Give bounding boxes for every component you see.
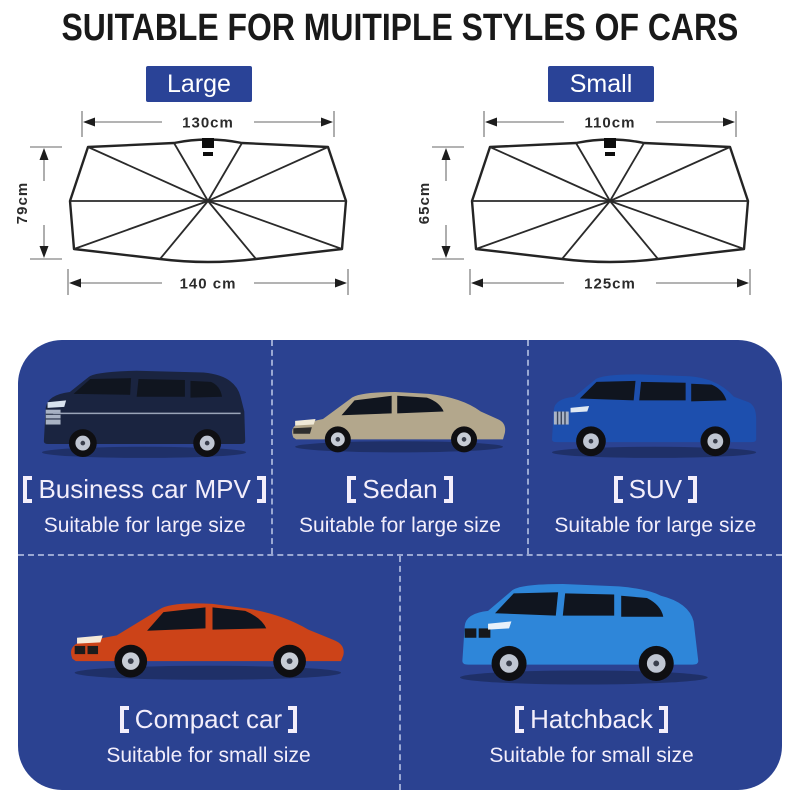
bracket-right-icon (688, 476, 697, 503)
small-size-diagram (414, 66, 788, 306)
strap-buckle (202, 138, 214, 148)
car-type-text: Business car MPV (38, 473, 251, 504)
car-type-label (120, 704, 297, 735)
size-suitability-label: Suitable for large size (554, 513, 757, 537)
sunshade-diagram-large (12, 106, 386, 306)
page-title: SUITABLE FOR MUITIPLE STYLES OF CARS (61, 7, 739, 49)
small-size-row (18, 554, 782, 790)
large-size-row (18, 340, 782, 554)
car-type-label (614, 474, 697, 505)
car-type-label (515, 704, 668, 735)
size-suitability-label: Suitable for small size (106, 744, 311, 767)
side-height-label: 65cm (416, 181, 433, 225)
large-size-diagram (12, 66, 386, 306)
compact-car-image (63, 556, 355, 696)
bracket-right-icon (288, 706, 297, 733)
bracket-right-icon (444, 476, 453, 503)
bottom-width-label: 125cm (584, 275, 636, 293)
suv-car-image (539, 354, 771, 465)
sunshade-ribs (472, 143, 748, 259)
car-cell-compact (18, 556, 399, 790)
bracket-left-icon (515, 706, 524, 733)
bracket-left-icon (347, 476, 356, 503)
car-type-label (347, 474, 452, 505)
bracket-right-icon (659, 706, 668, 733)
size-diagrams (0, 66, 800, 306)
bottom-width-label: 140 cm (179, 275, 237, 293)
bracket-left-icon (23, 476, 32, 503)
sunshade-diagram-small (414, 106, 788, 306)
title-row (0, 0, 800, 50)
top-width-label: 110cm (584, 114, 636, 132)
mpv-car-image (29, 354, 261, 465)
hatchback-car-image (446, 556, 738, 696)
car-type-text: SUV (628, 473, 683, 504)
car-type-text: Sedan (362, 473, 438, 504)
sedan-car-image (284, 354, 516, 465)
sunshade-ribs (70, 143, 346, 259)
top-width-label: 130cm (182, 114, 234, 132)
large-size-badge: Large (146, 66, 252, 102)
side-height-label: 79cm (14, 181, 31, 225)
bracket-left-icon (614, 476, 623, 503)
car-cell-mpv (18, 340, 271, 554)
size-suitability-label: Suitable for small size (489, 744, 694, 767)
car-type-label (23, 474, 265, 505)
bracket-left-icon (120, 706, 129, 733)
car-cell-hatchback (399, 556, 782, 790)
car-type-text: Compact car (134, 704, 283, 734)
size-suitability-label: Suitable for large size (43, 513, 246, 537)
small-size-badge: Small (548, 66, 654, 102)
car-type-text: Hatchback (530, 704, 653, 734)
size-suitability-label: Suitable for large size (299, 513, 501, 537)
car-cell-sedan (271, 340, 526, 554)
car-cell-suv (527, 340, 782, 554)
bracket-right-icon (257, 476, 266, 503)
car-compatibility-panel (18, 340, 782, 790)
strap-buckle (604, 138, 616, 148)
